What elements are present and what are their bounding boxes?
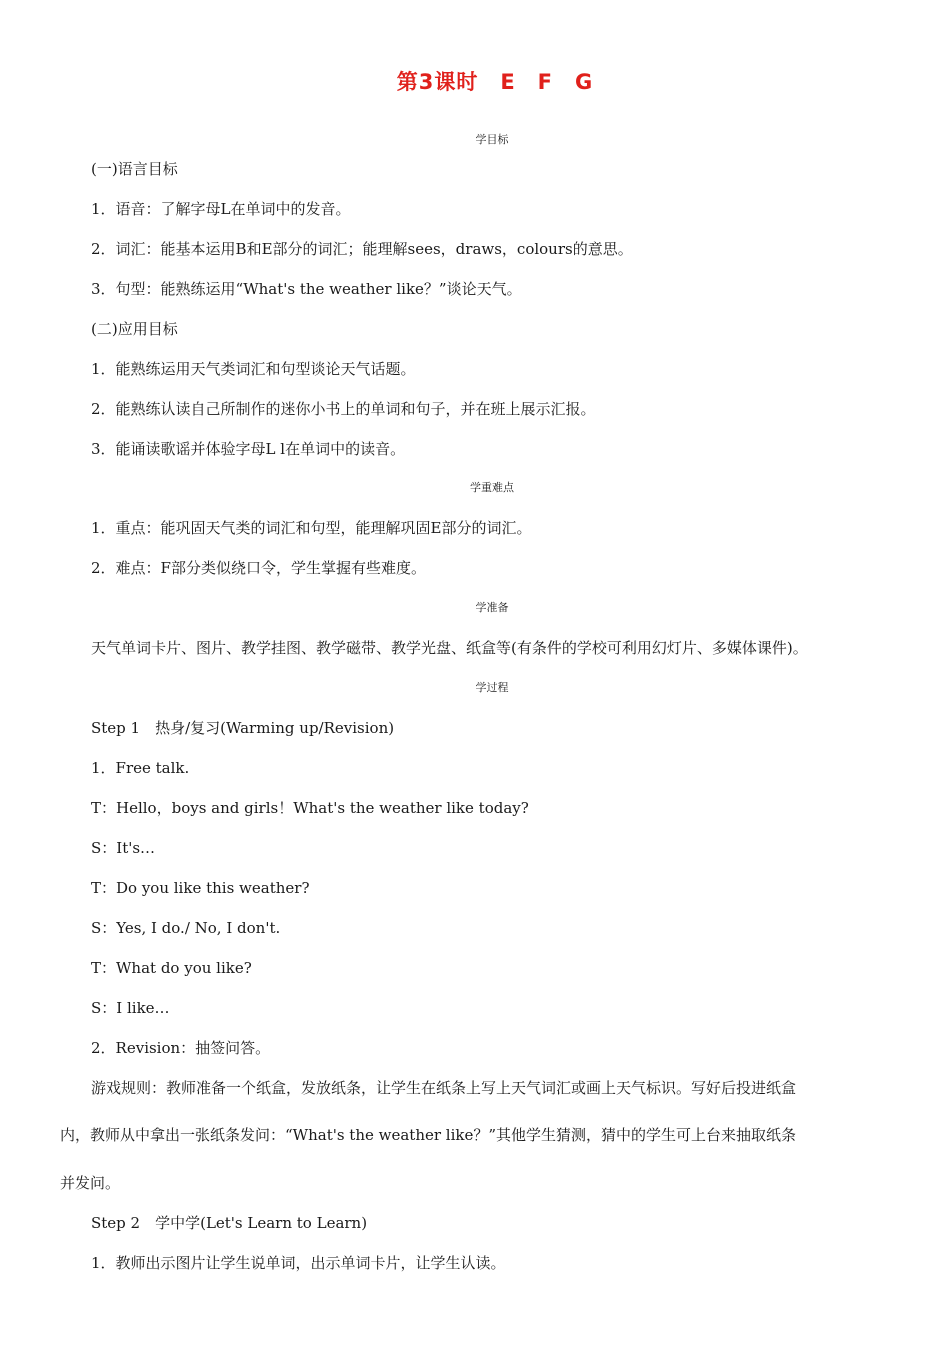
dialogue-student-3: S：I like… [91,999,170,1017]
objectives-heading: 学目标 [475,133,509,146]
dialogue-teacher-1: T：Hello，boys and girls！What's the weather like today? [91,799,529,817]
preparation-text: 天气单词卡片、图片、教学挂图、教学磁带、教学光盘、纸盒等(有条件的学校可利用幻灯片、多媒体课件)。 [91,639,808,657]
dialogue-teacher-3: T：What do you like? [91,959,252,977]
step-1-heading: Step 1 热身/复习(Warming up/Revision) [91,719,395,737]
dialogue-teacher-2: T：Do you like this weather? [91,879,310,897]
step-2-heading: Step 2 学中学(Let's Learn to Learn) [91,1214,368,1232]
application-goal-2: 2．能熟练认读自己所制作的迷你小书上的单词和句子，并在班上展示汇报。 [91,400,596,418]
dialogue-student-1: S：It's… [91,839,156,857]
language-goals-label: (一)语言目标 [91,160,178,178]
step-2-item-1: 1．教师出示图片让学生说单词，出示单词卡片，让学生认读。 [91,1254,506,1272]
free-talk: 1．Free talk. [91,759,190,777]
application-goal-3: 3．能诵读歌谣并体验字母L l在单词中的读音。 [91,440,406,458]
preparation-heading: 学准备 [475,601,509,614]
lesson-title: 第3课时 E F G [396,70,594,94]
dialogue-student-2: S：Yes, I do./ No, I don't. [91,919,281,937]
game-rules-line-3: 并发问。 [60,1174,121,1192]
language-goal-2: 2．词汇：能基本运用B和E部分的词汇；能理解sees，draws，colours的意思。 [91,240,633,258]
language-goal-3: 3．句型：能熟练运用“What's the weather like？”谈论天气。 [91,280,522,298]
application-goals-label: (二)应用目标 [91,320,178,338]
key-point-2: 2．难点：F部分类似绕口令，学生掌握有些难度。 [91,559,426,577]
game-rules-line-2: 内，教师从中拿出一张纸条发问：“What's the weather like？”其他学生猜测，猜中的学生可上台来抽取纸条 [60,1126,797,1144]
language-goal-1: 1．语音：了解字母L在单词中的发音。 [91,200,351,218]
application-goal-1: 1．能熟练运用天气类词汇和句型谈论天气话题。 [91,360,416,378]
revision-item: 2．Revision：抽签问答。 [91,1039,271,1057]
key-point-1: 1．重点：能巩固天气类的词汇和句型，能理解巩固E部分的词汇。 [91,519,532,537]
key-points-heading: 学重难点 [470,481,514,494]
game-rules-line-1: 游戏规则：教师准备一个纸盒，发放纸条，让学生在纸条上写上天气词汇或画上天气标识。写好后投进纸盒 [91,1079,797,1097]
process-heading: 学过程 [475,681,509,694]
